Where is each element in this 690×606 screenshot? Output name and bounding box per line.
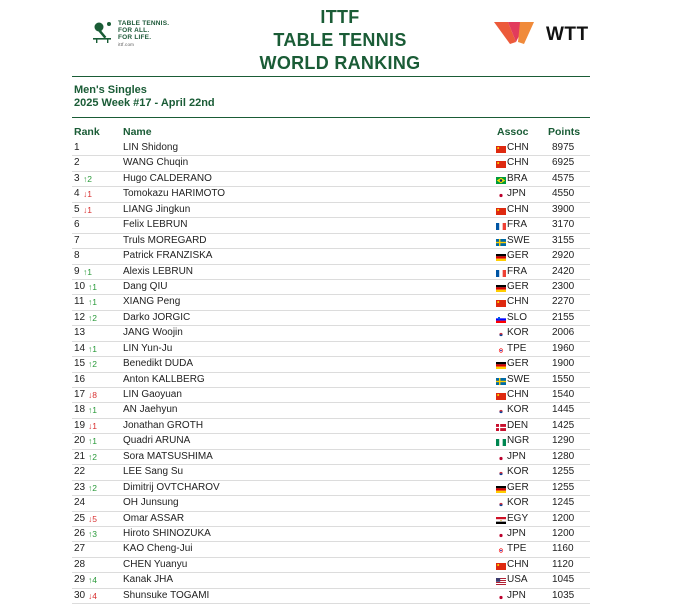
- rank-cell: 4: [74, 188, 80, 200]
- rank-change-down-icon: ↓8: [88, 390, 97, 400]
- assoc-cell: CHN: [507, 142, 529, 153]
- flag-chn-icon: [496, 159, 506, 166]
- player-name: Patrick FRANZISKA: [123, 250, 213, 262]
- rank-cell: 28: [74, 558, 86, 570]
- points-cell: 2300: [552, 280, 575, 292]
- points-cell: 1255: [552, 466, 575, 478]
- flag-ngr-icon: [496, 437, 506, 444]
- rank-change-down-icon: ↓1: [83, 189, 92, 200]
- player-name: CHEN Yuanyu: [123, 558, 188, 570]
- player-name: LIN Yun-Ju: [123, 342, 173, 354]
- player-name: Truls MOREGARD: [123, 234, 207, 246]
- assoc-cell: SWE: [507, 234, 530, 246]
- table-row: [72, 326, 590, 341]
- flag-jpn-icon: [496, 453, 506, 460]
- title-line: TABLE TENNIS: [273, 30, 407, 50]
- subheader-divider: [72, 117, 590, 118]
- ittf-tagline: TABLE TENNIS. FOR ALL. FOR LIFE. ittf.com: [118, 20, 170, 47]
- points-cell: 6925: [552, 157, 575, 169]
- rank-cell: 23: [74, 481, 86, 493]
- flag-kor-icon: [496, 406, 506, 413]
- flag-ger-icon: [496, 252, 506, 259]
- flag-den-icon: [496, 422, 506, 429]
- flag-chn-icon: [496, 391, 506, 398]
- assoc-cell: GER: [507, 481, 529, 493]
- player-name: OH Junsung: [123, 497, 179, 509]
- points-cell: 2155: [552, 311, 575, 323]
- assoc-cell: JPN: [507, 589, 526, 601]
- rank-cell: 20: [74, 435, 86, 447]
- column-header-points: Points: [548, 126, 581, 138]
- rank-cell: 30: [74, 589, 86, 601]
- flag-fra-icon: [496, 221, 506, 228]
- rank-cell: 11: [74, 296, 85, 308]
- assoc-cell: JPN: [507, 188, 526, 200]
- points-cell: 8975: [552, 142, 575, 153]
- player-name: Hugo CALDERANO: [123, 172, 212, 184]
- ranking-table: [72, 141, 590, 604]
- table-row: [72, 496, 590, 511]
- table-row: [72, 342, 590, 357]
- points-cell: 2270: [552, 296, 575, 308]
- player-name: Sora MATSUSHIMA: [123, 450, 213, 462]
- rank-cell: 25: [74, 512, 86, 524]
- column-header-rank: Rank: [74, 126, 100, 138]
- assoc-cell: SWE: [507, 373, 530, 385]
- rank-change-up-icon: ↑2: [88, 359, 97, 370]
- points-cell: 1200: [552, 512, 575, 524]
- points-cell: 3900: [552, 203, 575, 215]
- assoc-cell: CHN: [507, 389, 529, 400]
- assoc-cell: KOR: [507, 404, 529, 416]
- flag-jpn-icon: [496, 530, 506, 537]
- table-row: [72, 234, 590, 249]
- page-header: [0, 0, 690, 78]
- table-row: [72, 311, 590, 326]
- table-row: [72, 558, 590, 573]
- player-name: LIANG Jingkun: [123, 203, 191, 215]
- table-row: [72, 280, 590, 295]
- table-row: [72, 172, 590, 187]
- points-cell: 1425: [552, 419, 575, 431]
- assoc-cell: JPN: [507, 450, 526, 462]
- flag-kor-icon: [496, 499, 506, 506]
- column-header-name: Name: [123, 126, 152, 138]
- flag-jpn-icon: [496, 592, 506, 599]
- rank-cell: 5: [74, 203, 80, 215]
- points-cell: 1960: [552, 342, 575, 354]
- player-name: Felix LEBRUN: [123, 219, 188, 231]
- points-cell: 2006: [552, 327, 575, 339]
- ranking-week: 2025 Week #17 - April 22nd: [74, 97, 215, 109]
- rank-cell: 9: [74, 265, 80, 277]
- player-name: Omar ASSAR: [123, 512, 185, 524]
- player-name: LEE Sang Su: [123, 466, 184, 478]
- rank-change-up-icon: ↑4: [88, 575, 97, 586]
- player-name: Hiroto SHINOZUKA: [123, 527, 211, 539]
- rank-change-up-icon: ↑2: [88, 482, 97, 493]
- points-cell: 1445: [552, 404, 575, 416]
- assoc-cell: KOR: [507, 327, 529, 339]
- rank-cell: 10: [74, 280, 86, 292]
- assoc-cell: CHN: [507, 157, 529, 169]
- player-name: Anton KALLBERG: [123, 373, 205, 385]
- assoc-cell: GER: [507, 358, 529, 370]
- table-row: [72, 419, 590, 434]
- points-cell: 4550: [552, 188, 575, 200]
- rank-cell: 27: [74, 543, 86, 555]
- player-name: Alexis LEBRUN: [123, 265, 194, 277]
- player-name: Tomokazu HARIMOTO: [123, 188, 226, 200]
- flag-bra-icon: [496, 175, 506, 182]
- title-line: ITTF: [320, 7, 360, 27]
- flag-kor-icon: [496, 329, 506, 336]
- table-row: [72, 218, 590, 233]
- rank-change-down-icon: ↓1: [83, 204, 92, 215]
- assoc-cell: CHN: [507, 296, 529, 308]
- table-row: [72, 156, 590, 171]
- page-title: [190, 6, 490, 75]
- rank-change-up-icon: ↑1: [88, 405, 97, 416]
- table-row: [72, 573, 590, 588]
- flag-chn-icon: [496, 144, 506, 151]
- flag-egy-icon: [496, 515, 506, 522]
- player-name: Benedikt DUDA: [123, 358, 194, 370]
- rank-cell: 12: [74, 311, 86, 323]
- rank-cell: 8: [74, 250, 80, 262]
- flag-ger-icon: [496, 283, 506, 290]
- assoc-cell: SLO: [507, 311, 528, 323]
- ittf-paddle-icon: [90, 18, 116, 44]
- rank-change-up-icon: ↑2: [83, 173, 92, 184]
- rank-cell: 13: [74, 327, 86, 339]
- player-name: KAO Cheng-Jui: [123, 543, 193, 555]
- player-name: Kanak JHA: [123, 574, 174, 586]
- rank-cell: 17: [74, 389, 86, 400]
- points-cell: 3170: [552, 219, 575, 231]
- points-cell: 2920: [552, 250, 575, 262]
- rank-change-down-icon: ↓4: [88, 590, 97, 601]
- flag-slo-icon: [496, 314, 506, 321]
- ranking-subheader: [74, 84, 215, 110]
- player-name: LIN Shidong: [123, 142, 179, 153]
- table-row: [72, 450, 590, 465]
- table-row: [72, 434, 590, 449]
- rank-change-down-icon: ↓1: [88, 420, 97, 431]
- rank-change-up-icon: ↑2: [88, 312, 97, 323]
- rank-change-up-icon: ↑1: [88, 297, 97, 308]
- points-cell: 1120: [552, 558, 574, 570]
- table-row: [72, 481, 590, 496]
- player-name: WANG Chuqin: [123, 157, 189, 169]
- flag-tpe-icon: [496, 345, 506, 352]
- table-row: [72, 542, 590, 557]
- table-row: [72, 295, 590, 310]
- flag-fra-icon: [496, 268, 506, 275]
- rank-change-up-icon: ↑2: [88, 451, 97, 462]
- rank-cell: 18: [74, 404, 86, 416]
- assoc-cell: TPE: [507, 342, 527, 354]
- table-row: [72, 403, 590, 418]
- wtt-mark-icon: [494, 20, 542, 46]
- assoc-cell: TPE: [507, 543, 527, 555]
- points-cell: 1540: [552, 389, 575, 400]
- rank-change-up-icon: ↑3: [88, 528, 97, 539]
- wtt-wordmark: WTT: [546, 24, 589, 45]
- table-row: [72, 589, 590, 604]
- column-header-assoc: Assoc: [497, 126, 529, 138]
- rank-cell: 22: [74, 466, 86, 478]
- rank-change-up-icon: ↑1: [88, 436, 97, 447]
- points-cell: 3155: [552, 234, 575, 246]
- assoc-cell: GER: [507, 280, 529, 292]
- ittf-logo: [90, 16, 180, 46]
- points-cell: 1045: [552, 574, 575, 586]
- rank-change-up-icon: ↑1: [88, 343, 97, 354]
- flag-ger-icon: [496, 484, 506, 491]
- assoc-cell: CHN: [507, 203, 529, 215]
- points-cell: 2420: [552, 265, 575, 277]
- points-cell: 1245: [552, 497, 575, 509]
- player-name: JANG Woojin: [123, 327, 183, 339]
- flag-chn-icon: [496, 561, 506, 568]
- rank-cell: 15: [74, 358, 86, 370]
- points-cell: 1160: [552, 543, 574, 555]
- table-row: [72, 465, 590, 480]
- rank-cell: 19: [74, 419, 86, 431]
- player-name: XIANG Peng: [123, 296, 181, 308]
- assoc-cell: CHN: [507, 558, 529, 570]
- flag-chn-icon: [496, 206, 506, 213]
- assoc-cell: USA: [507, 574, 528, 586]
- points-cell: 1290: [552, 435, 575, 447]
- assoc-cell: FRA: [507, 265, 527, 277]
- points-cell: 1255: [552, 481, 575, 493]
- points-cell: 1035: [552, 589, 575, 601]
- rank-cell: 14: [74, 342, 86, 354]
- player-name: Darko JORGIC: [123, 311, 191, 323]
- title-line: WORLD RANKING: [259, 53, 421, 73]
- player-name: Quadri ARUNA: [123, 435, 191, 447]
- table-row: [72, 512, 590, 527]
- assoc-cell: KOR: [507, 497, 529, 509]
- rank-cell: 21: [74, 450, 86, 462]
- table-row: [72, 187, 590, 202]
- points-cell: 1900: [552, 358, 575, 370]
- table-row: [72, 527, 590, 542]
- table-row: [72, 373, 590, 388]
- rank-cell: 2: [74, 157, 80, 169]
- assoc-cell: KOR: [507, 466, 529, 478]
- assoc-cell: FRA: [507, 219, 527, 231]
- rank-cell: 6: [74, 219, 80, 231]
- points-cell: 1550: [552, 373, 575, 385]
- rank-cell: 29: [74, 574, 86, 586]
- ranking-category: Men's Singles: [74, 84, 147, 96]
- player-name: Dimitrij OVTCHAROV: [123, 481, 220, 493]
- assoc-cell: EGY: [507, 512, 529, 524]
- player-name: AN Jaehyun: [123, 404, 178, 416]
- flag-jpn-icon: [496, 190, 506, 197]
- flag-kor-icon: [496, 468, 506, 475]
- points-cell: 1200: [552, 527, 575, 539]
- player-name: LIN Gaoyuan: [123, 389, 182, 400]
- table-row: [72, 249, 590, 264]
- assoc-cell: GER: [507, 250, 529, 262]
- flag-chn-icon: [496, 298, 506, 305]
- rank-cell: 3: [74, 172, 80, 184]
- flag-ger-icon: [496, 360, 506, 367]
- rank-change-up-icon: ↑1: [83, 266, 92, 277]
- points-cell: 1280: [552, 450, 575, 462]
- points-cell: 4575: [552, 172, 575, 184]
- flag-usa-icon: [496, 576, 506, 583]
- rank-cell: 26: [74, 527, 86, 539]
- player-name: Shunsuke TOGAMI: [123, 589, 210, 601]
- rank-cell: 7: [74, 234, 80, 246]
- assoc-cell: BRA: [507, 172, 528, 184]
- table-row: [72, 141, 590, 156]
- rank-change-up-icon: ↑1: [88, 281, 97, 292]
- table-row: [72, 203, 590, 218]
- assoc-cell: DEN: [507, 419, 529, 431]
- wtt-logo: [494, 20, 604, 46]
- header-divider: [72, 76, 590, 77]
- rank-cell: 1: [74, 142, 80, 153]
- assoc-cell: JPN: [507, 527, 526, 539]
- rank-change-down-icon: ↓5: [88, 513, 97, 524]
- table-row: [72, 357, 590, 372]
- table-row: [72, 265, 590, 280]
- player-name: Dang QIU: [123, 280, 168, 292]
- flag-tpe-icon: [496, 545, 506, 552]
- player-name: Jonathan GROTH: [123, 419, 204, 431]
- flag-swe-icon: [496, 237, 506, 244]
- flag-swe-icon: [496, 376, 506, 383]
- table-row: [72, 388, 590, 403]
- rank-cell: 16: [74, 373, 86, 385]
- assoc-cell: NGR: [507, 435, 530, 447]
- rank-cell: 24: [74, 497, 86, 509]
